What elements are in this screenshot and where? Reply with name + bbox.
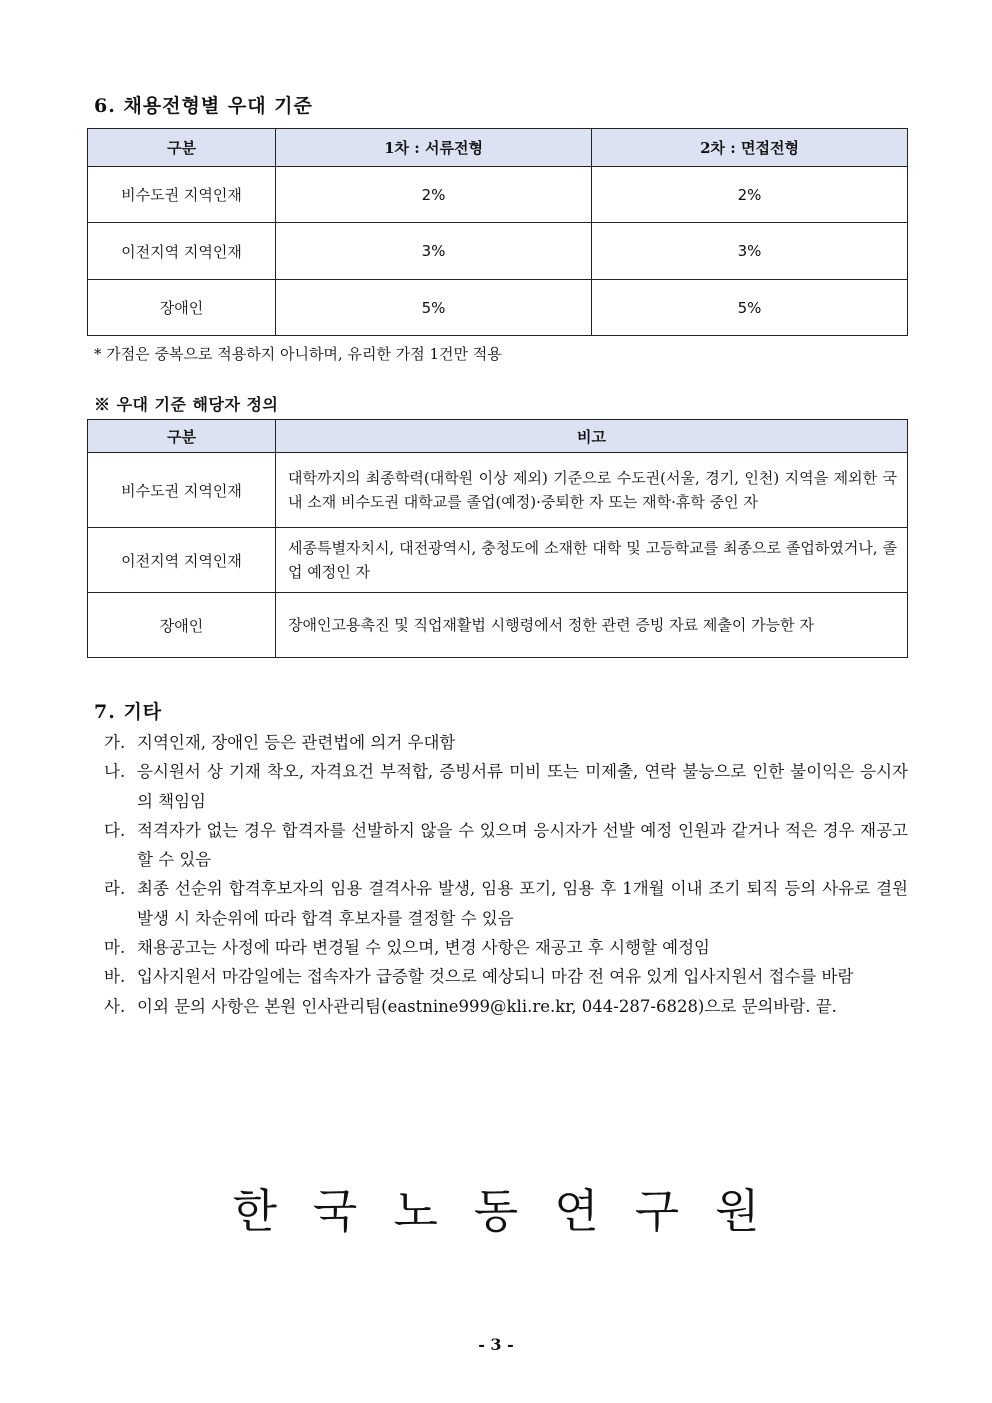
definition-title: ※ 우대 기준 해당자 정의 (94, 395, 279, 414)
other-items-list (104, 728, 908, 1021)
organization-name: 한국노동연구원 (232, 1184, 796, 1238)
row-label: 이전지역 지역인재 (88, 528, 276, 593)
list-item (104, 962, 908, 991)
list-item (104, 933, 908, 962)
cell-value: 2% (592, 167, 908, 223)
row-description: 장애인고용촉진 및 직업재활법 시행령에서 정한 관련 증빙 자료 제출이 가능한 자 (276, 593, 908, 658)
cell-value: 3% (592, 223, 908, 280)
row-label: 이전지역 지역인재 (88, 223, 276, 280)
bonus-note: * 가점은 중복으로 적용하지 아니하며, 유리한 가점 1건만 적용 (94, 345, 502, 363)
row-description: 대학까지의 최종학력(대학원 이상 제외) 기준으로 수도권(서울, 경기, 인천) 지역을 제외한 국내 소재 비수도권 대학교를 졸업(예정)·중퇴한 자 또는 재학·휴학 중인 자 (276, 453, 908, 528)
section7-title: 7. 기타 (94, 701, 163, 723)
item-marker: 나. (104, 762, 126, 782)
table-row (88, 528, 908, 593)
list-item (104, 874, 908, 933)
table-row (88, 167, 908, 223)
item-text: 채용공고는 사정에 따라 변경될 수 있으며, 변경 사항은 재공고 후 시행할 예정임 (137, 938, 710, 958)
header-category: 구분 (88, 129, 276, 167)
item-marker: 사. (104, 996, 126, 1016)
section6-title: 6. 채용전형별 우대 기준 (94, 95, 313, 117)
table-row (88, 593, 908, 658)
row-label: 장애인 (88, 593, 276, 658)
item-marker: 가. (104, 733, 126, 752)
page-number: - 3 - (478, 1335, 514, 1354)
item-text: 입사지원서 마감일에는 접속자가 급증할 것으로 예상되니 마감 전 여유 있게 입사지원서 접수를 바람 (137, 967, 854, 987)
item-text: 이외 문의 사항은 본원 인사관리팀(eastnine999@kli.re.kr, 044-287-6828)으로 문의바람. 끝. (137, 996, 837, 1016)
row-description: 세종특별자치시, 대전광역시, 충청도에 소재한 대학 및 고등학교를 최종으로 졸업하였거나, 졸업 예정인 자 (276, 528, 908, 593)
item-marker: 바. (104, 967, 126, 987)
list-item (104, 728, 908, 757)
item-text: 최종 선순위 합격후보자의 임용 결격사유 발생, 임용 포기, 임용 후 1개월 이내 조기 퇴직 등의 사유로 결원 발생 시 차순위에 따라 합격 후보자를 결정할 수 있음 (137, 879, 908, 928)
item-text: 지역인재, 장애인 등은 관련법에 의거 우대함 (137, 733, 456, 752)
cell-value: 3% (276, 223, 592, 280)
header-interview: 2차 : 면접전형 (592, 129, 908, 167)
definition-table (87, 419, 908, 658)
table-row (88, 453, 908, 528)
cell-value: 5% (592, 280, 908, 336)
item-marker: 마. (104, 938, 126, 958)
row-label: 장애인 (88, 280, 276, 336)
item-text: 응시원서 상 기재 착오, 자격요건 부적합, 증빙서류 미비 또는 미제출, 연락 불능으로 인한 불이익은 응시자의 책임임 (137, 762, 908, 811)
table-row (88, 280, 908, 336)
table-row (88, 223, 908, 280)
cell-value: 5% (276, 280, 592, 336)
header-category: 구분 (88, 420, 276, 453)
preference-table (87, 128, 908, 336)
row-label: 비수도권 지역인재 (88, 453, 276, 528)
item-text: 적격자가 없는 경우 합격자를 선발하지 않을 수 있으며 응시자가 선발 예정 인원과 같거나 적은 경우 재공고할 수 있음 (137, 820, 908, 870)
header-remarks: 비고 (276, 420, 908, 453)
item-marker: 다. (104, 820, 126, 840)
row-label: 비수도권 지역인재 (88, 167, 276, 223)
item-marker: 라. (104, 879, 126, 899)
list-item (104, 992, 908, 1021)
cell-value: 2% (276, 167, 592, 223)
list-item (104, 757, 908, 816)
list-item (104, 816, 908, 875)
header-document-screening: 1차 : 서류전형 (276, 129, 592, 167)
